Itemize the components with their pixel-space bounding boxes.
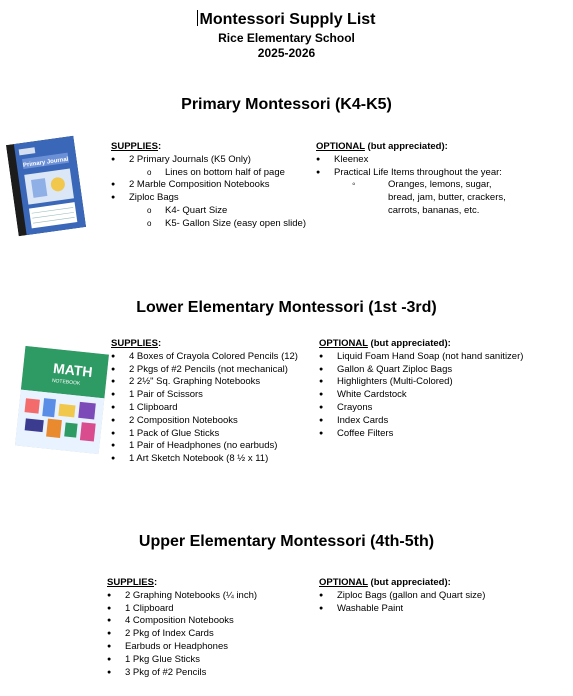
list-item: ● Highlighters (Multi-Colored) bbox=[319, 376, 539, 389]
list-item: ● 1 Pair of Scissors bbox=[111, 389, 316, 402]
document-title: Montessori Supply List bbox=[199, 11, 376, 28]
primary-supplies-header: SUPPLIES: bbox=[111, 141, 162, 152]
upper-supplies bbox=[107, 577, 312, 679]
list-item: ● 3 Pkg of #2 Pencils bbox=[107, 667, 312, 680]
list-item: ● 2 Primary Journals (K5 Only) bbox=[111, 154, 311, 167]
list-item: ● 1 Pack of Glue Sticks bbox=[111, 428, 316, 441]
svg-text:Primary Journal: Primary Journal bbox=[22, 156, 69, 169]
list-item: ● Liquid Foam Hand Soap (not hand sanitizer) bbox=[319, 351, 539, 364]
list-item: ● 2 Pkgs of #2 Pencils (not mechanical) bbox=[111, 364, 316, 377]
lower-heading: Lower Elementary Montessori (1st -3rd) bbox=[136, 299, 437, 316]
list-item: ● Earbuds or Headphones bbox=[107, 641, 312, 654]
list-item: ● 4 Boxes of Crayola Colored Pencils (12) bbox=[111, 351, 316, 364]
school-year: 2025-2026 bbox=[257, 46, 316, 60]
upper-heading: Upper Elementary Montessori (4th-5th) bbox=[138, 533, 435, 550]
list-item: ◦ Oranges, lemons, sugar, bread, jam, butter, crackers, carrots, bananas, etc. bbox=[316, 179, 521, 217]
list-item: ● Ziploc Bags (gallon and Quart size) bbox=[319, 590, 539, 603]
lower-optional-header: OPTIONAL (but appreciated): bbox=[319, 338, 451, 349]
primary-journal-image bbox=[6, 136, 86, 237]
school-name: Rice Elementary School bbox=[218, 31, 355, 45]
list-item: o K5- Gallon Size (easy open slide) bbox=[111, 218, 311, 231]
list-item: ● 4 Composition Notebooks bbox=[107, 615, 312, 628]
list-item: ● Index Cards bbox=[319, 415, 539, 428]
math-notebook-illustration bbox=[15, 346, 109, 454]
list-item: ● Washable Paint bbox=[319, 603, 539, 616]
list-item: ● 1 Art Sketch Notebook (8 ½ x 11) bbox=[111, 453, 316, 466]
list-item: ● 1 Pkg Glue Sticks bbox=[107, 654, 312, 667]
list-item: ● 2 Graphing Notebooks (¼ inch) bbox=[107, 590, 312, 603]
list-item: o Lines on bottom half of page bbox=[111, 167, 311, 180]
lower-supplies-header: SUPPLIES: bbox=[111, 338, 162, 349]
primary-optional-header: OPTIONAL (but appreciated): bbox=[316, 141, 448, 152]
list-item: ● Coffee Filters bbox=[319, 428, 539, 441]
upper-supplies-header: SUPPLIES: bbox=[107, 577, 158, 588]
list-item: ● 1 Clipboard bbox=[111, 402, 316, 415]
list-item: ● White Cardstock bbox=[319, 389, 539, 402]
list-item: ● 1 Clipboard bbox=[107, 603, 312, 616]
lower-optional bbox=[319, 338, 539, 440]
primary-optional bbox=[316, 141, 521, 218]
list-item: ● 2 Pkg of Index Cards bbox=[107, 628, 312, 641]
list-item: ● Practical Life Items throughout the year: bbox=[316, 167, 521, 180]
primary-heading: Primary Montessori (K4-K5) bbox=[181, 96, 392, 113]
upper-optional bbox=[319, 577, 539, 615]
upper-optional-header: OPTIONAL (but appreciated): bbox=[319, 577, 451, 588]
svg-text:NOTEBOOK: NOTEBOOK bbox=[51, 377, 81, 387]
math-notebook-image bbox=[15, 346, 109, 454]
primary-supplies bbox=[111, 141, 311, 231]
svg-text:MATH: MATH bbox=[52, 359, 94, 380]
list-item: ● 1 Pair of Headphones (no earbuds) bbox=[111, 440, 316, 453]
list-item: ● Kleenex bbox=[316, 154, 521, 167]
list-item: ● 2 Marble Composition Notebooks bbox=[111, 179, 311, 192]
list-item: ● Gallon & Quart Ziploc Bags bbox=[319, 364, 539, 377]
list-item: ● 2 Composition Notebooks bbox=[111, 415, 316, 428]
lower-supplies bbox=[111, 338, 316, 466]
list-item: o K4- Quart Size bbox=[111, 205, 311, 218]
list-item: ● Ziploc Bags bbox=[111, 192, 311, 205]
list-item: ● 2 2½" Sq. Graphing Notebooks bbox=[111, 376, 316, 389]
primary-journal-illustration bbox=[6, 136, 86, 237]
list-item: ● Crayons bbox=[319, 402, 539, 415]
